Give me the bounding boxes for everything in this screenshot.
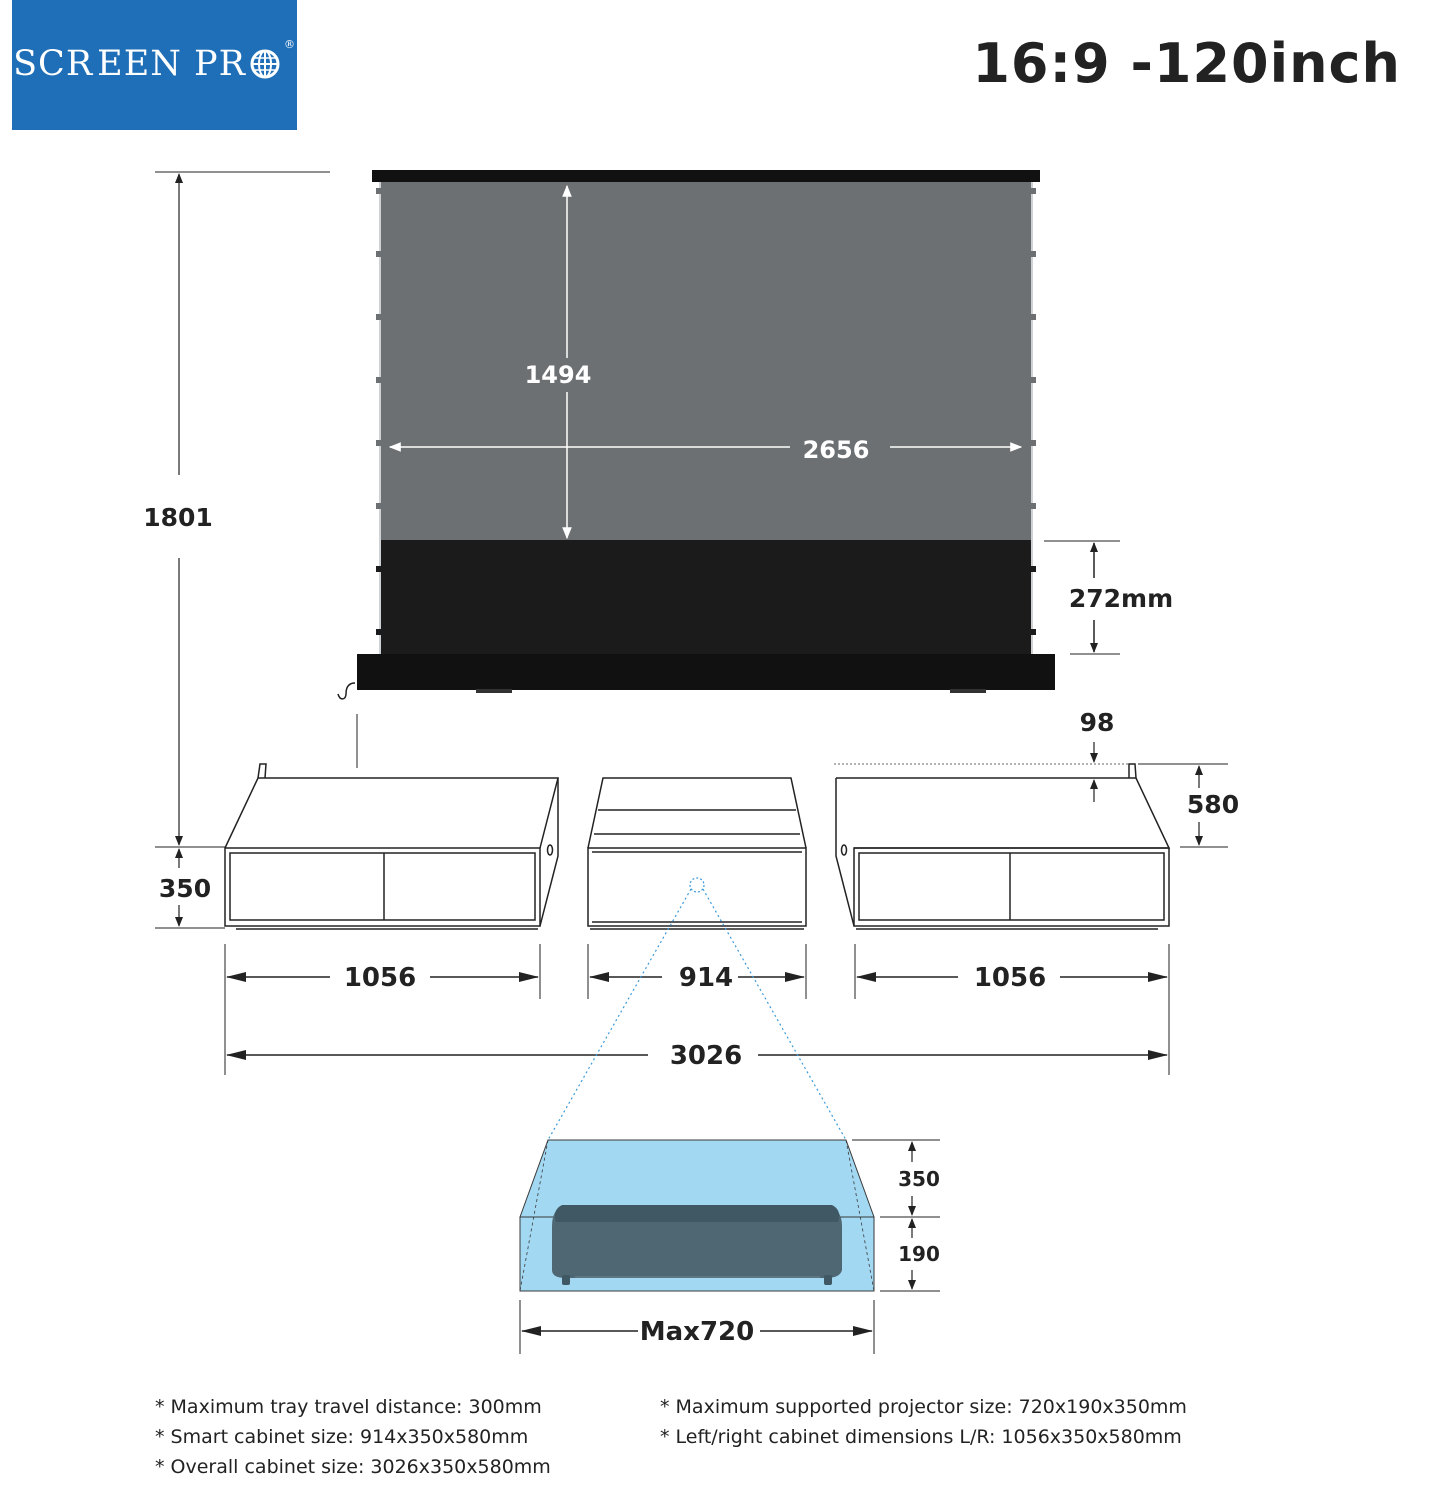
left-cabinet xyxy=(225,764,558,929)
notes-left xyxy=(155,1392,551,1482)
note-smart-cabinet-size: * Smart cabinet size: 914x350x580mm xyxy=(155,1426,529,1448)
brand-name-mid: EEN PR xyxy=(97,44,246,84)
black-border-label: 272mm xyxy=(1068,584,1174,613)
overall-width-label: 3026 xyxy=(669,1041,743,1071)
screen-gray-surface xyxy=(380,182,1032,540)
cabinet-depth-label: 580 xyxy=(1186,790,1240,819)
right-cabinet xyxy=(836,764,1169,929)
power-cord-icon xyxy=(338,683,355,699)
notes-right xyxy=(660,1392,1187,1452)
right-cabinet-width-label: 1056 xyxy=(973,963,1047,993)
screen-base-housing xyxy=(357,654,1055,690)
projection-screen xyxy=(338,170,1055,699)
screen-black-border xyxy=(380,540,1032,654)
page-title: 16:9 -120inch xyxy=(972,32,1401,95)
cabinet-height-label: 350 xyxy=(158,874,212,903)
note-projector-size: * Maximum supported projector size: 720x190x350mm xyxy=(660,1396,1187,1418)
note-tray-travel: * Maximum tray travel distance: 300mm xyxy=(155,1396,542,1418)
registered-mark: ® xyxy=(283,38,296,51)
total-height-label: 1801 xyxy=(143,503,213,532)
projector-height-label: 190 xyxy=(898,1242,940,1266)
projector-max-width-label: Max720 xyxy=(639,1317,755,1347)
projector-location-marker xyxy=(690,878,704,892)
screen-height-label: 1494 xyxy=(524,361,592,389)
brand-name-left: SCR xyxy=(13,44,94,84)
screen-top-bar xyxy=(372,170,1040,182)
screen-width-label: 2656 xyxy=(802,436,870,464)
note-overall-cabinet-size: * Overall cabinet size: 3026x350x580mm xyxy=(155,1456,551,1478)
projector-body xyxy=(552,1205,842,1285)
note-side-cabinet-dimensions: * Left/right cabinet dimensions L/R: 1056x350x580mm xyxy=(660,1426,1182,1448)
center-cabinet-width-label: 914 xyxy=(678,963,734,993)
projector-tray xyxy=(520,1140,874,1291)
left-cabinet-width-label: 1056 xyxy=(343,963,417,993)
tray-offset-label: 98 xyxy=(1079,708,1115,737)
projector-depth-label: 350 xyxy=(898,1167,940,1191)
center-cabinet xyxy=(588,778,806,929)
